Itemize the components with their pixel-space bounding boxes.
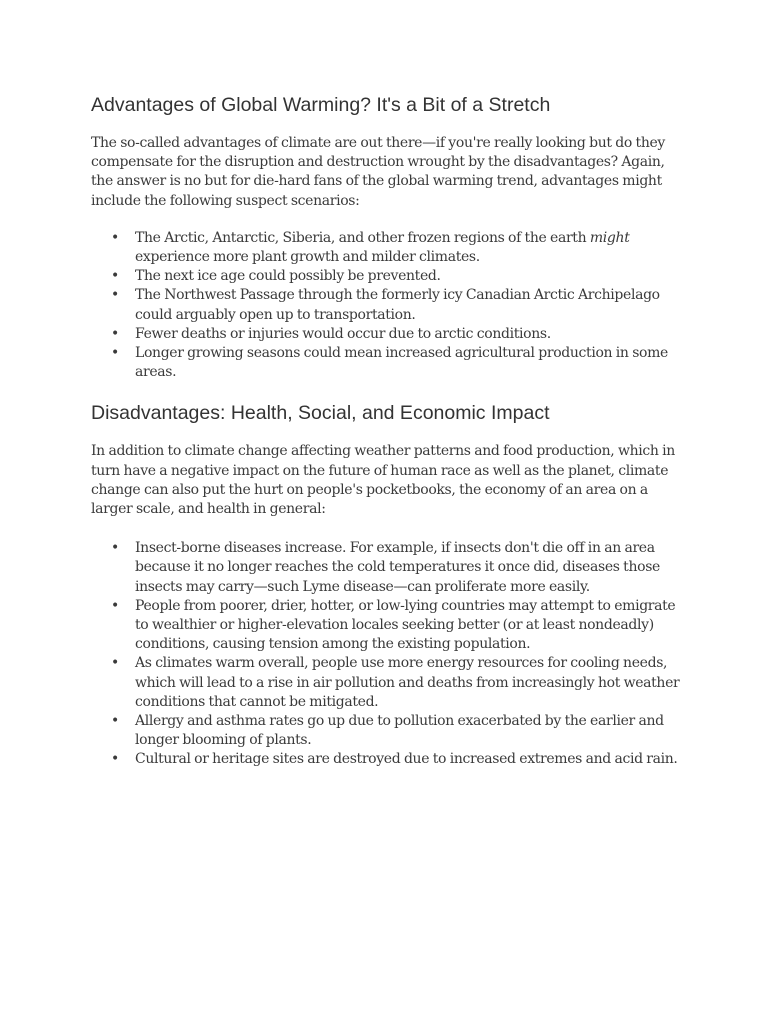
bullet-icon: • — [111, 345, 119, 362]
document-page — [91, 92, 681, 770]
list-item-text: Allergy and asthma rates go up due to pollution exacerbated by the earlier and longer blooming of plants. — [135, 713, 664, 749]
bullet-icon: • — [111, 540, 119, 557]
list-item-text: As climates warm overall, people use more energy resources for cooling needs, which will lead to a rise in air pollution and deaths from increasingly hot weather conditions that cannot be mitigated. — [135, 655, 680, 710]
list-item-text: The next ice age could possibly be prevented. — [135, 268, 441, 285]
advantages-list — [91, 229, 681, 383]
list-item — [91, 750, 681, 769]
list-item-text: The Northwest Passage through the formerly icy Canadian Arctic Archipelago could arguably open up to transportation. — [135, 287, 660, 323]
list-item-text: The Arctic, Antarctic, Siberia, and other frozen regions of the earth might experience more plant growth and milder climates. — [135, 229, 630, 266]
list-item — [91, 344, 681, 382]
list-item — [91, 654, 681, 712]
disadvantages-list — [91, 539, 681, 769]
bullet-icon: • — [111, 229, 119, 246]
list-item-text: People from poorer, drier, hotter, or low-lying countries may attempt to emigrate to wealthier or higher-elevation locales seeking better (or at least nondeadly) conditions, causing tension among the existing population. — [135, 597, 676, 653]
list-item-text: Cultural or heritage sites are destroyed due to increased extremes and acid rain. — [135, 751, 678, 768]
section-heading-advantages: Advantages of Global Warming? It's a Bit of a Stretch — [91, 94, 551, 116]
section-heading-disadvantages: Disadvantages: Health, Social, and Economic Impact — [91, 402, 550, 425]
list-item — [91, 286, 681, 324]
bullet-icon: • — [111, 751, 119, 768]
list-item — [91, 229, 681, 267]
list-item-text: Fewer deaths or injuries would occur due to arctic conditions. — [135, 325, 551, 342]
advantages-intro: The so-called advantages of climate are out there—if you're really looking but do they compensate for the disruption and destruction wrought by the disadvantages? Again, the answer is no but for die-hard fans of the global warming trend, advantages might include the following suspect scenarios: — [91, 135, 665, 209]
bullet-icon: • — [111, 268, 119, 285]
list-item-text: Longer growing seasons could mean increased agricultural production in some areas. — [135, 345, 668, 381]
list-item — [91, 597, 681, 655]
bullet-icon: • — [111, 655, 119, 672]
disadvantages-intro: In addition to climate change affecting weather patterns and food production, which in turn have a negative impact on the future of human race as well as the planet, climate change can also put the hurt on people's pocketbooks, the economy of an area on a larger scale, and health in general: — [91, 443, 675, 518]
list-item-text: Insect-borne diseases increase. For example, if insects don't die off in an area because it no longer reaches the cold temperatures it once did, diseases those insects may carry—such Lyme disease—can proliferate more easily. — [135, 540, 660, 595]
bullet-icon: • — [111, 287, 119, 304]
bullet-icon: • — [111, 597, 119, 614]
list-item — [91, 712, 681, 750]
bullet-icon: • — [111, 713, 119, 730]
list-item — [91, 325, 681, 344]
bullet-icon: • — [111, 325, 119, 342]
list-item — [91, 539, 681, 597]
list-item — [91, 267, 681, 286]
